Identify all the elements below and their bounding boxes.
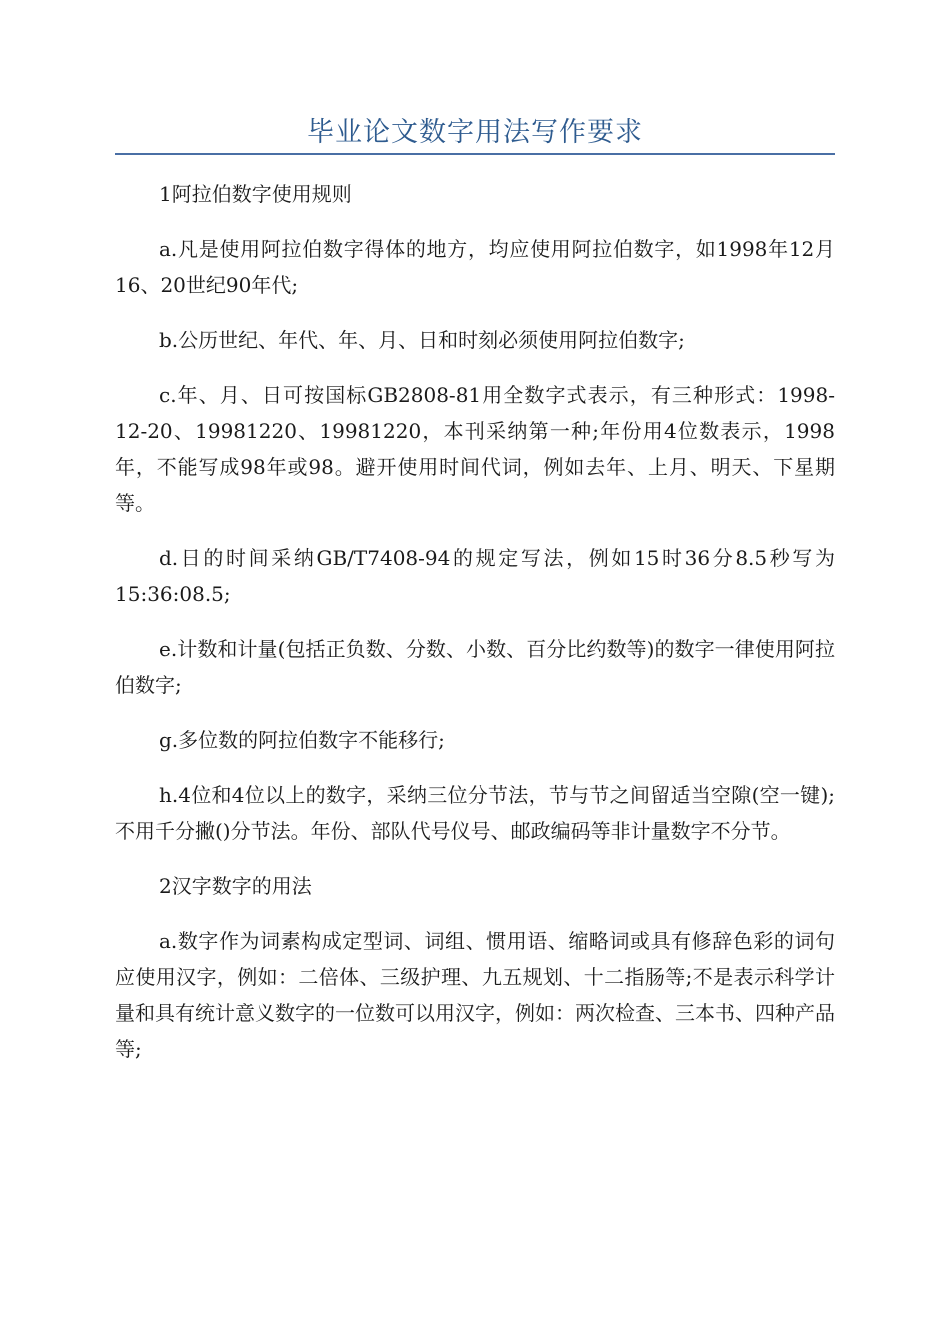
paragraph-1a: a.凡是使用阿拉伯数字得体的地方，均应使用阿拉伯数字，如1998年12月16、20世纪90年代; bbox=[115, 237, 835, 297]
paragraph-1h: h.4位和4位以上的数字，采纳三位分节法，节与节之间留适当空隙(空一键);不用千分撇()分节法。年份、部队代号仪号、邮政编码等非计量数字不分节。 bbox=[115, 783, 835, 843]
paragraph-1d: d.日的时间采纳GB/T7408-94的规定写法，例如15时36分8.5秒写为15:36:08.5; bbox=[115, 546, 835, 606]
paragraph-1b: b.公历世纪、年代、年、月、日和时刻必须使用阿拉伯数字; bbox=[159, 328, 685, 352]
section-heading-2: 2汉字数字的用法 bbox=[159, 874, 312, 898]
paragraph-1e: e.计数和计量(包括正负数、分数、小数、百分比约数等)的数字一律使用阿拉伯数字; bbox=[115, 637, 835, 697]
paragraph-1g: g.多位数的阿拉伯数字不能移行; bbox=[159, 728, 445, 752]
title-underline bbox=[115, 153, 835, 155]
paragraph-2a: a.数字作为词素构成定型词、词组、惯用语、缩略词或具有修辞色彩的词句应使用汉字，例如：二倍体、三级护理、九五规划、十二指肠等;不是表示科学计量和具有统计意义数字的一位数可以用汉字，例如：两次检查、三本书、四种产品等; bbox=[115, 929, 835, 1061]
document-title: 毕业论文数字用法写作要求 bbox=[307, 117, 643, 148]
paragraph-1c: c.年、月、日可按国标GB2808-81用全数字式表示，有三种形式：1998-12-20、19981220、19981220，本刊采纳第一种;年份用4位数表示，1998年，不能写成98年或98。避开使用时间代词，例如去年、上月、明天、下星期等。 bbox=[115, 383, 835, 515]
document-body bbox=[115, 176, 835, 1086]
section-heading-1: 1阿拉伯数字使用规则 bbox=[159, 182, 352, 206]
